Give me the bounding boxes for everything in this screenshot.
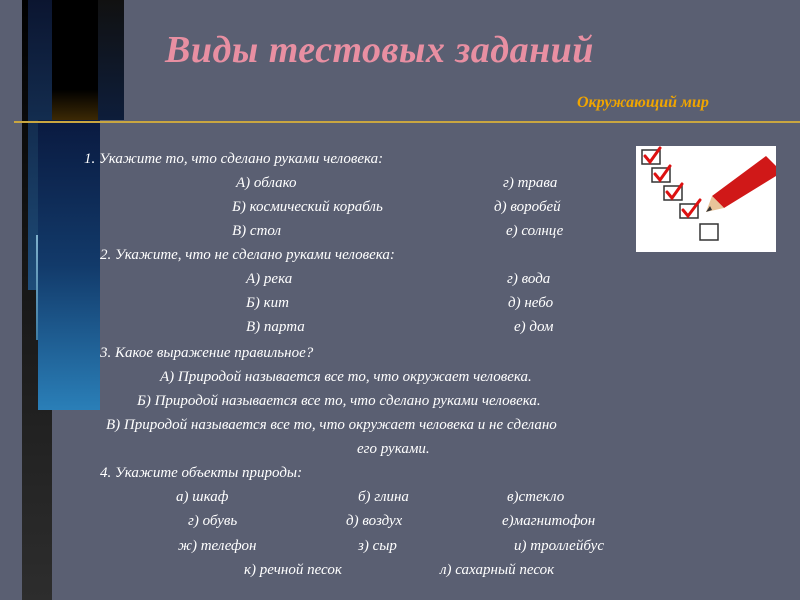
q4-option-e: е)магнитофон — [502, 513, 596, 529]
q4-option-v: в)стекло — [507, 489, 565, 505]
page-title: Виды тестовых заданий — [165, 29, 594, 71]
subject-subtitle: Окружающий мир — [577, 94, 709, 111]
q4-option-a: а) шкаф — [176, 489, 229, 505]
q1-option-v: В) стол — [232, 223, 282, 239]
q4-option-z: з) сыр — [358, 538, 397, 554]
q4-option-l: л) сахарный песок — [440, 562, 555, 578]
deco-bar-thin — [98, 0, 124, 120]
q3-option-a: А) Природой называется все то, что окружает человека. — [160, 369, 532, 385]
q2-option-b: Б) кит — [246, 295, 289, 311]
question-4: 4. Укажите объекты природы: — [100, 465, 303, 481]
q2-option-a: А) река — [246, 271, 293, 287]
q1-option-g: г) трава — [503, 175, 558, 191]
q1-option-b: Б) космический корабль — [232, 199, 383, 215]
q4-option-zh: ж) телефон — [178, 538, 257, 554]
q1-option-a: А) облако — [236, 175, 297, 191]
q3-option-v-line2: его руками. — [357, 441, 430, 457]
q1-option-d: д) воробей — [494, 199, 561, 215]
q4-option-k: к) речной песок — [244, 562, 342, 578]
question-1: 1. Укажите то, что сделано руками человека: — [84, 151, 384, 167]
q1-option-e: е) солнце — [506, 223, 564, 239]
q3-option-v-line1: В) Природой называется все то, что окружает человека и не сделано — [106, 417, 557, 433]
q4-option-g: г) обувь — [188, 513, 238, 529]
question-3: 3. Какое выражение правильное? — [100, 345, 314, 361]
q2-option-g: г) вода — [507, 271, 551, 287]
q4-option-b: б) глина — [358, 489, 409, 505]
q2-option-e: е) дом — [514, 319, 554, 335]
title-rule — [14, 121, 800, 123]
q2-option-v: В) парта — [246, 319, 305, 335]
q2-option-d: д) небо — [508, 295, 554, 311]
q4-option-i: и) троллейбус — [514, 538, 604, 554]
q3-option-b: Б) Природой называется все то, что сделано руками человека. — [137, 393, 541, 409]
q4-option-d: д) воздух — [346, 513, 403, 529]
question-2: 2. Укажите, что не сделано руками человека: — [100, 247, 395, 263]
checklist-pencil-image — [636, 146, 776, 252]
